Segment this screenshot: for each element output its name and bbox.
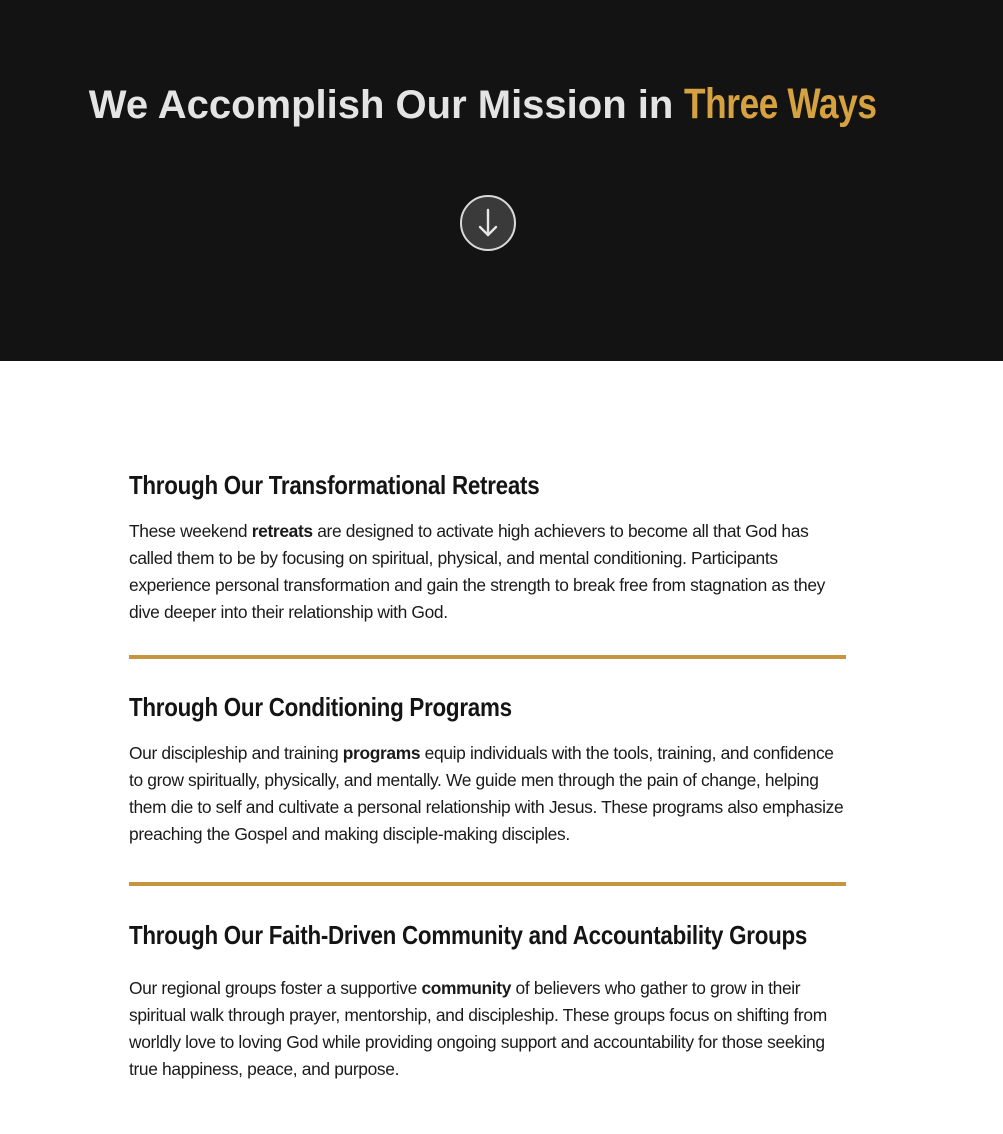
arrow-down-icon (477, 208, 499, 238)
section-heading-programs: Through Our Conditioning Programs (129, 692, 512, 722)
section-divider (129, 655, 846, 659)
hero-title-prefix: We Accomplish Our Mission in (88, 83, 685, 127)
scroll-down-button[interactable] (460, 195, 516, 251)
section-body-programs: Our discipleship and training programs equip individuals with the tools, training, and confidence to grow spiritually, physically, and mentally. We guide men through the pain of change, helping them die to self and cultivate a personal relationship with Jesus. These programs also emphasize preaching the Gospel and making disciple-making disciples. (129, 743, 844, 844)
hero-title-accent: Three Ways (684, 80, 877, 128)
highlight-retreats: retreats (251, 521, 313, 541)
highlight-programs: programs (342, 743, 421, 763)
hero-section (0, 0, 1003, 361)
section-body-community: Our regional groups foster a supportive community of believers who gather to grow in their spiritual walk through prayer, mentorship, and discipleship. These groups focus on shifting from worldly love to loving God while providing ongoing support and accountability for those seeking true happiness, peace, and purpose. (129, 978, 827, 1079)
section-divider (129, 882, 846, 886)
section-body-retreats: These weekend retreats are designed to activate high achievers to become all that God has called them to be by focusing on spiritual, physical, and mental conditioning. Participants experience personal transformation and gain the strength to break free from stagnation as they dive deeper into their relationship with God. (129, 521, 826, 622)
section-heading-community: Through Our Faith-Driven Community and Accountability Groups (129, 920, 808, 950)
highlight-community: community (421, 978, 512, 998)
section-heading-retreats: Through Our Transformational Retreats (129, 470, 540, 500)
hero-title (0, 76, 976, 133)
